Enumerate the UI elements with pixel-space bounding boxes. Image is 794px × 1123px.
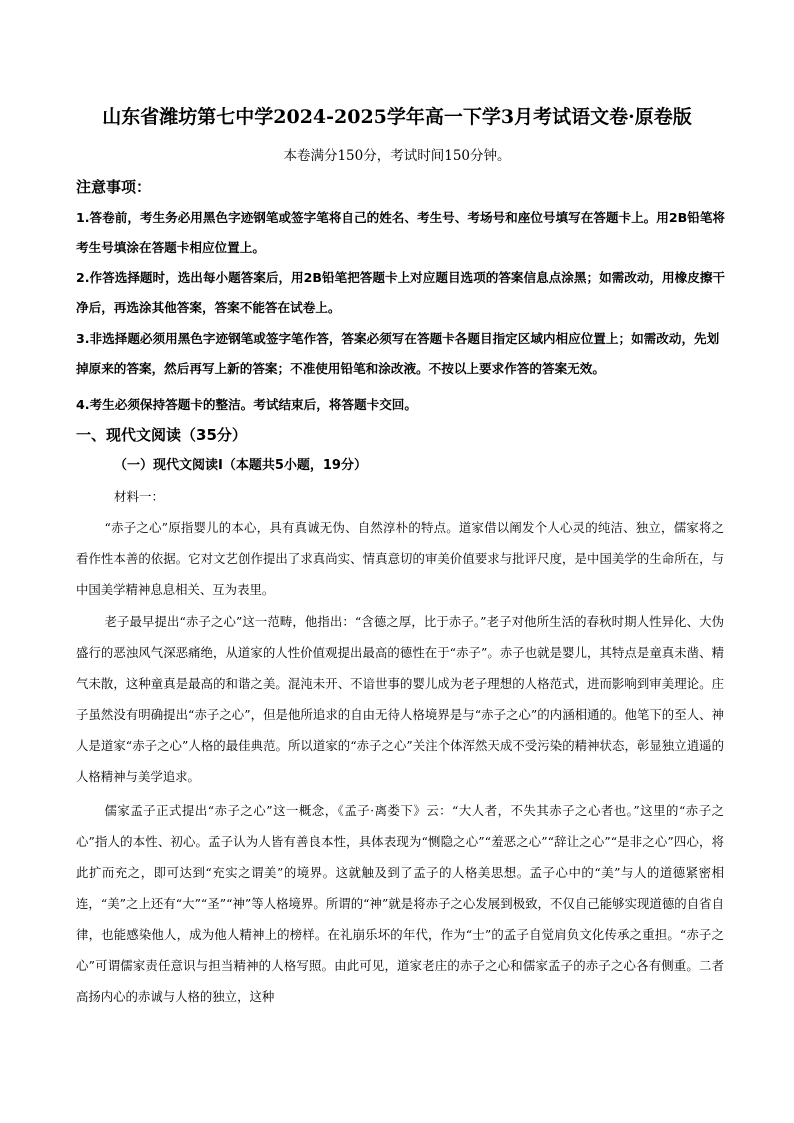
- notice-heading: 注意事项：: [76, 178, 152, 196]
- notice-item-2: 2.作答选择题时，选出每小题答案后，用2B铅笔把答题卡上对应题目选项的答案信息点涂黑；如需改动，用橡皮擦干净后，再选涂其他答案，答案不能答在试卷上。: [76, 270, 726, 315]
- material-label: 材料一：: [114, 489, 165, 504]
- notice-item-3: 3.非选择题必须用黑色字迹钢笔或签字笔作答，答案必须写在答题卡各题目指定区域内相应位置上；如需改动，先划掉原来的答案，然后再写上新的答案；不准使用铅笔和涂改液。不按以上要求作答的答案无效。: [76, 331, 720, 376]
- subsection-heading: （一）现代文阅读Ⅰ（本题共5小题，19分）: [114, 458, 367, 473]
- notice-item-1: 1.答卷前，考生务必用黑色字迹钢笔或签字笔将自己的姓名、考生号、考场号和座位号填写在答题卡上。用2B铅笔将考生号填涂在答题卡相应位置上。: [76, 210, 726, 255]
- paragraph-3: 儒家孟子正式提出“赤子之心”这一概念，《孟子·离娄下》云：“大人者，不失其赤子之心者也。”这里的“赤子之心”指人的本性、初心。孟子认为人皆有善良本性，具体表现为“恻隐之心”“羞恶之心”“辞让之心”“是非之心”四心，将此扩而充之，即可达到“充实之谓美”的境界。这就触及到了孟子的人格美思想。孟子心中的“美”与人的道德紧密相连，“美”之上还有“大”“圣”“神”等人格境界。所谓的“神”就是将赤子之心发展到极致，不仅自己能够实现道德的自省自律，也能感染他人，成为他人精神上的榜样。在礼崩乐坏的年代，作为“士”的孟子自觉肩负文化传承之重担。“赤子之心”可谓儒家责任意识与担当精神的人格写照。由此可见，道家老庄的赤子之心和儒家孟子的赤子之心各有侧重。二者高扬内心的赤诚与人格的独立，这种: [76, 803, 724, 1004]
- paragraph-2: 老子最早提出“赤子之心”这一范畴，他指出：“含德之厚，比于赤子。”老子对他所生活的春秋时期人性异化、大伪盛行的恶浊风气深恶痛绝，从道家的人性价值观提出最高的德性在于“赤子”。赤子也就是婴儿，其特点是童真未凿、精气未散，这种童真是最高的和谐之美。混沌未开、不谙世事的婴儿成为老子理想的人格范式，进而影响到审美理论。庄子虽然没有明确提出“赤子之心”，但是他所追求的自由无待人格境界是与“赤子之心”的内涵相通的。他笔下的至人、神人是道家“赤子之心”人格的最佳典范。所以道家的“赤子之心”关注个体浑然天成不受污染的精神状态，彰显独立逍遥的人格精神与美学追求。: [76, 614, 724, 784]
- paragraph-1: “赤子之心”原指婴儿的本心，具有真诚无伪、自然淳朴的特点。道家借以阐发个人心灵的纯洁、独立，儒家将之看作性本善的依据。它对文艺创作提出了求真尚实、情真意切的审美价值要求与批评尺度，是中国美学的生命所在，与中国美学精神息息相关、互为表里。: [76, 520, 724, 597]
- page-title: 山东省潍坊第七中学2024-2025学年高一下学3月考试语文卷·原卷版: [102, 106, 692, 128]
- notice-item-4: 4.考生必须保持答题卡的整洁。考试结束后，将答题卡交回。: [76, 397, 417, 412]
- exam-subtitle: 本卷满分150分，考试时间150分钟。: [283, 148, 511, 164]
- section-heading: 一、现代文阅读（35分）: [76, 426, 247, 444]
